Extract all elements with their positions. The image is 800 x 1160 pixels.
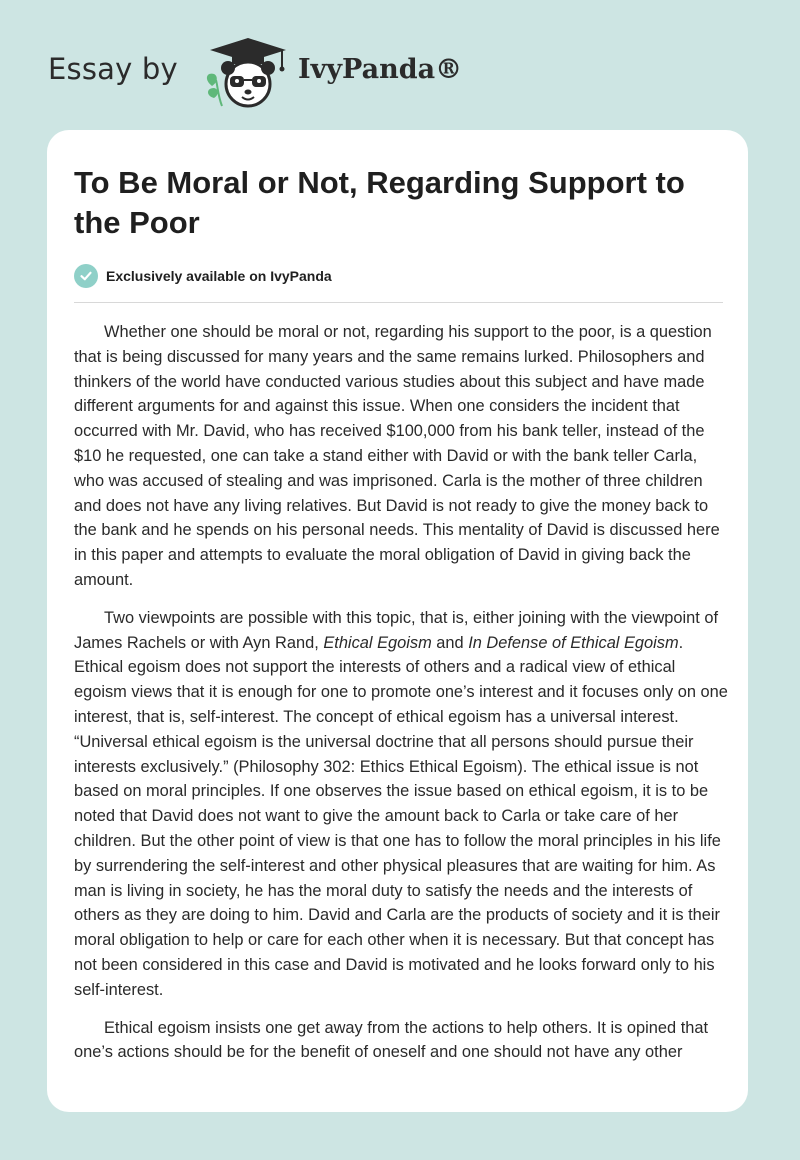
exclusive-badge-label: Exclusively available on IvyPanda	[106, 268, 332, 284]
brand-name: IvyPanda®	[298, 54, 463, 85]
essay-title: To Be Moral or Not, Regarding Support to the Poor	[74, 165, 685, 240]
paragraph-2-text-c: . Ethical egoism does not support the interests of others and a radical view of ethical egoism views that it is enough for one to promote one’s interest and it focuses only on one interest, that is, self-interest. The concept of ethical egoism has a universal interest. “Universal ethical egoism is the universal doctrine that all persons should pursue their interests exclusively.” (Philosophy 302: Ethics Ethical Egoism). The ethical issue is not based on moral principles. If one observes the issue based on ethical egoism, it is to be noted that David does not want to give the amount back to Carla or take care of her children. But the other point of view is that one has to follow the moral principles in his life by surrendering the self-interest and other physical pleasures that are waiting for him. As man is living in society, he has the moral duty to satisfy the needs and the interests of others as they are doing to him. David and Carla are the products of society and it is their moral obligation to help or care for each other when it is necessary. But that concept has not been considered in this case and David is motivated and he looks forward only to his self-interest.	[74, 633, 728, 999]
work-title-ethical-egoism: Ethical Egoism	[323, 633, 432, 652]
paragraph-3: Ethical egoism insists one get away from the actions to help others. It is opined that one’s actions should be for the benefit of oneself and one should not have any other	[74, 1018, 709, 1062]
essay-by-label: Essay by	[48, 52, 178, 86]
paragraph-1: Whether one should be moral or not, regarding his support to the poor, is a question that is being discussed for many years and the same remains lurked. Philosophers and thinkers of the world have conducted various studies about this subject and have made different arguments for and against this issue. When one considers the incident that occurred with Mr. David, who has received $100,000 from his bank teller, instead of the $10 he requested, one can take a stand either with David or with the bank teller Carla, who was accused of stealing and was imprisoned. Carla is the mother of three children and does not have any living relatives. But David is not ready to give the money back to the bank and he spends on his personal needs. This mentality of David is discussed here in this paper and attempts to evaluate the moral obligation of David in giving back the amount.	[74, 323, 720, 589]
panda-logo-icon	[202, 36, 294, 110]
work-title-in-defense: In Defense of Ethical Egoism	[468, 633, 679, 652]
divider	[74, 302, 723, 303]
paragraph-2-text-b: and	[431, 633, 469, 652]
essay-card	[47, 130, 748, 1112]
paragraph-2	[74, 606, 729, 1003]
exclusive-badge	[74, 264, 332, 288]
essay-body	[74, 320, 729, 1078]
check-circle-icon	[74, 264, 98, 288]
paragraph-2-text-a: Two viewpoints are possible with this topic, that is, either joining with the viewpoint of James Rachels or with Ayn Rand,	[74, 608, 719, 652]
site-header	[48, 30, 568, 110]
